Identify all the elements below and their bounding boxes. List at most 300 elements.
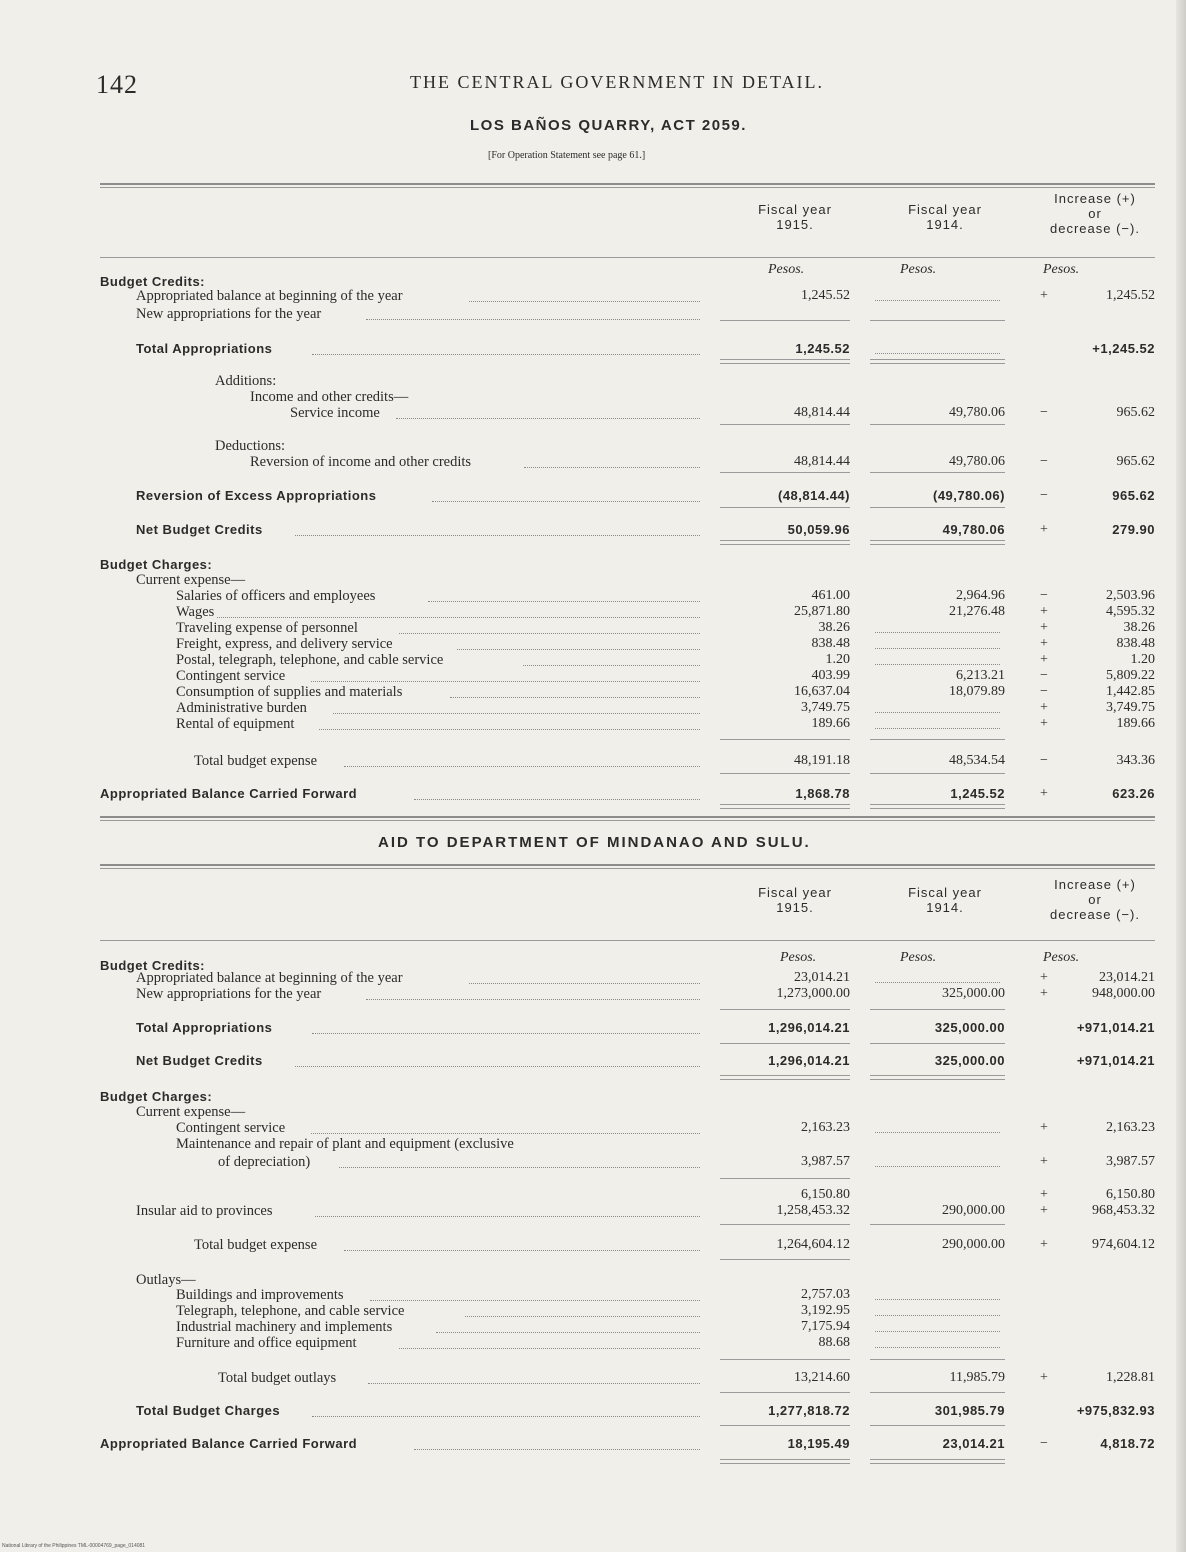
cell-c1: 38.26 bbox=[818, 620, 850, 635]
cell-c3: 4,818.72 bbox=[1100, 1436, 1155, 1451]
dot-leader bbox=[457, 649, 700, 650]
cell-c1: 18,195.49 bbox=[787, 1436, 850, 1451]
section2-header-fy1914 bbox=[885, 885, 1005, 915]
section1-header-fy1914 bbox=[885, 202, 1005, 232]
sum-rule bbox=[870, 739, 1005, 740]
section1-rule-top-inner bbox=[100, 187, 1155, 188]
cell-c1: 3,987.57 bbox=[801, 1154, 850, 1169]
row-label: Industrial machinery and implements bbox=[176, 1319, 393, 1335]
dot-leader bbox=[428, 601, 700, 602]
row-label: Reversion of Excess Appropriations bbox=[136, 488, 377, 503]
row-label: Furniture and office equipment bbox=[176, 1335, 357, 1351]
dot-leader bbox=[344, 766, 700, 767]
cell-c1: 1,273,000.00 bbox=[776, 986, 850, 1001]
section1-rule-bottom bbox=[100, 816, 1155, 818]
table-row bbox=[0, 986, 1186, 1002]
dot-leader bbox=[524, 467, 700, 468]
change-sign: + bbox=[1040, 986, 1048, 1001]
row-label: Insular aid to provinces bbox=[136, 1203, 273, 1219]
row-label: Contingent service bbox=[176, 1120, 286, 1136]
cell-c2: 49,780.06 bbox=[949, 405, 1005, 420]
row-label: Administrative burden bbox=[176, 700, 307, 716]
table-row bbox=[0, 389, 1186, 405]
change-sign: − bbox=[1040, 405, 1048, 420]
change-sign: + bbox=[1040, 700, 1048, 715]
table-row bbox=[0, 1303, 1186, 1319]
section2-unit-c1: Pesos. bbox=[780, 950, 817, 965]
row-label: Net Budget Credits bbox=[136, 522, 263, 537]
dot-leader bbox=[396, 418, 700, 419]
table-row bbox=[0, 1403, 1186, 1419]
table-row bbox=[0, 700, 1186, 716]
table-row bbox=[0, 1335, 1186, 1351]
sum-rule bbox=[720, 1459, 850, 1460]
cell-c3: +971,014.21 bbox=[1076, 1020, 1155, 1035]
empty-cell-leader bbox=[875, 728, 1000, 729]
dot-leader bbox=[319, 729, 700, 730]
row-label: Appropriated Balance Carried Forward bbox=[100, 786, 358, 801]
cell-c3: 838.48 bbox=[1116, 636, 1155, 651]
sum-rule bbox=[870, 808, 1005, 809]
section2-unit-c2: Pesos. bbox=[900, 950, 937, 965]
header-line: Fiscal year bbox=[908, 885, 982, 900]
cell-c1: 25,871.80 bbox=[794, 604, 850, 619]
cell-c1: 6,150.80 bbox=[801, 1187, 850, 1202]
row-label: Current expense— bbox=[136, 572, 246, 588]
row-label: Reversion of income and other credits bbox=[250, 454, 472, 470]
cell-c1: 16,637.04 bbox=[794, 684, 850, 699]
section2-rule-header bbox=[100, 940, 1155, 941]
cell-c2: 18,079.89 bbox=[949, 684, 1005, 699]
table-row bbox=[0, 786, 1186, 802]
table-row bbox=[0, 1203, 1186, 1219]
table-row bbox=[0, 1154, 1186, 1170]
table-row bbox=[0, 1237, 1186, 1253]
row-label: Contingent service bbox=[176, 668, 286, 684]
dot-leader bbox=[436, 1332, 701, 1333]
cell-c2: 49,780.06 bbox=[949, 454, 1005, 469]
header-line: 1914. bbox=[926, 217, 964, 232]
table-row bbox=[0, 1319, 1186, 1335]
cell-c2: 49,780.06 bbox=[942, 522, 1005, 537]
empty-cell-leader bbox=[875, 1331, 1000, 1332]
dot-leader bbox=[366, 999, 700, 1000]
cell-c3: 3,749.75 bbox=[1106, 700, 1155, 715]
dot-leader bbox=[311, 1133, 700, 1134]
table-row bbox=[0, 668, 1186, 684]
cell-c2: 325,000.00 bbox=[942, 986, 1005, 1001]
row-label: Buildings and improvements bbox=[176, 1287, 344, 1303]
change-sign: + bbox=[1040, 636, 1048, 651]
dot-leader bbox=[311, 681, 700, 682]
sum-rule bbox=[870, 1359, 1005, 1360]
sum-rule bbox=[870, 320, 1005, 321]
table-row bbox=[0, 716, 1186, 732]
sum-rule bbox=[870, 1463, 1005, 1464]
cell-c2: 290,000.00 bbox=[942, 1203, 1005, 1218]
table-row bbox=[0, 652, 1186, 668]
dot-leader bbox=[217, 617, 701, 618]
sum-rule bbox=[720, 472, 850, 473]
row-label: Current expense— bbox=[136, 1104, 246, 1120]
cell-c1: 1,868.78 bbox=[795, 786, 850, 801]
table-row bbox=[0, 1089, 1186, 1105]
row-label: Total budget expense bbox=[194, 1237, 318, 1253]
cell-c3: 968,453.32 bbox=[1092, 1203, 1155, 1218]
sum-rule bbox=[720, 359, 850, 360]
cell-c3: 965.62 bbox=[1116, 405, 1155, 420]
change-sign: + bbox=[1040, 288, 1048, 303]
row-label: Maintenance and repair of plant and equipment (exclusive bbox=[176, 1136, 514, 1152]
empty-cell-leader bbox=[875, 982, 1000, 983]
change-sign: − bbox=[1040, 668, 1048, 683]
empty-cell-leader bbox=[875, 1299, 1000, 1300]
section1-unit-c1: Pesos. bbox=[768, 262, 805, 277]
sum-rule bbox=[870, 507, 1005, 508]
dot-leader bbox=[450, 697, 700, 698]
table-row bbox=[0, 454, 1186, 470]
sum-rule bbox=[870, 544, 1005, 545]
sum-rule bbox=[870, 1079, 1005, 1080]
header-line: 1915. bbox=[776, 217, 814, 232]
dot-leader bbox=[465, 1316, 700, 1317]
sum-rule bbox=[870, 773, 1005, 774]
table-row bbox=[0, 438, 1186, 454]
sum-rule bbox=[720, 1075, 850, 1076]
cell-c1: 48,814.44 bbox=[794, 454, 850, 469]
cell-c2: 6,213.21 bbox=[956, 668, 1005, 683]
dot-leader bbox=[414, 1449, 700, 1450]
row-label: Total budget expense bbox=[194, 753, 318, 769]
cell-c1: 1,277,818.72 bbox=[768, 1403, 850, 1418]
table-row bbox=[0, 557, 1186, 573]
cell-c3: 279.90 bbox=[1112, 522, 1155, 537]
sum-rule bbox=[720, 1224, 850, 1225]
empty-cell-leader bbox=[875, 1132, 1000, 1133]
table-row bbox=[0, 970, 1186, 986]
sum-rule bbox=[720, 363, 850, 364]
sum-rule bbox=[870, 1224, 1005, 1225]
sum-rule bbox=[870, 424, 1005, 425]
section1-unit-c3: Pesos. bbox=[1043, 262, 1080, 277]
cell-c3: 23,014.21 bbox=[1099, 970, 1155, 985]
dot-leader bbox=[469, 301, 701, 302]
dot-leader bbox=[315, 1216, 700, 1217]
dot-leader bbox=[312, 354, 700, 355]
cell-c1: 1,296,014.21 bbox=[768, 1020, 850, 1035]
cell-c3: 38.26 bbox=[1123, 620, 1155, 635]
table-row bbox=[0, 1187, 1186, 1203]
empty-cell-leader bbox=[875, 1166, 1000, 1167]
change-sign: + bbox=[1040, 1120, 1048, 1135]
cell-c3: 1,442.85 bbox=[1106, 684, 1155, 699]
section1-header-change bbox=[1030, 191, 1160, 236]
sum-rule bbox=[870, 1459, 1005, 1460]
row-label: Rental of equipment bbox=[176, 716, 295, 732]
sum-rule bbox=[720, 773, 850, 774]
sum-rule bbox=[720, 804, 850, 805]
cell-c1: (48,814.44) bbox=[778, 488, 850, 503]
sum-rule bbox=[870, 1009, 1005, 1010]
sum-rule bbox=[720, 1009, 850, 1010]
row-label: Net Budget Credits bbox=[136, 1053, 263, 1068]
header-line: Increase (+) bbox=[1054, 191, 1136, 206]
row-label: Budget Charges: bbox=[100, 557, 213, 572]
change-sign: + bbox=[1040, 1370, 1048, 1385]
cell-c1: 189.66 bbox=[811, 716, 850, 731]
dot-leader bbox=[399, 1348, 700, 1349]
cell-c2: 48,534.54 bbox=[949, 753, 1005, 768]
cell-c3: 974,604.12 bbox=[1092, 1237, 1155, 1252]
dot-leader bbox=[295, 1066, 700, 1067]
row-label: Total Appropriations bbox=[136, 1020, 273, 1035]
row-label: Outlays— bbox=[136, 1272, 196, 1288]
sum-rule bbox=[720, 1178, 850, 1179]
cell-c1: 7,175.94 bbox=[801, 1319, 850, 1334]
row-label: Salaries of officers and employees bbox=[176, 588, 376, 604]
sum-rule bbox=[720, 507, 850, 508]
header-line: or bbox=[1088, 892, 1102, 907]
change-sign: + bbox=[1040, 522, 1048, 537]
cell-c2: 1,245.52 bbox=[950, 786, 1005, 801]
row-label: Budget Credits: bbox=[100, 274, 205, 289]
cell-c3: 343.36 bbox=[1116, 753, 1155, 768]
empty-cell-leader bbox=[875, 1347, 1000, 1348]
table-row bbox=[0, 1020, 1186, 1036]
section1-rule-top bbox=[100, 183, 1155, 185]
dot-leader bbox=[312, 1033, 700, 1034]
sum-rule bbox=[720, 1392, 850, 1393]
section2-title: AID TO DEPARTMENT OF MINDANAO AND SULU. bbox=[378, 834, 811, 851]
dot-leader bbox=[370, 1300, 700, 1301]
cell-c3: 3,987.57 bbox=[1106, 1154, 1155, 1169]
cell-c1: 48,814.44 bbox=[794, 405, 850, 420]
row-label: New appropriations for the year bbox=[136, 986, 322, 1002]
sum-rule bbox=[720, 808, 850, 809]
cell-c1: 3,749.75 bbox=[801, 700, 850, 715]
header-line: Fiscal year bbox=[908, 202, 982, 217]
cell-c2: (49,780.06) bbox=[933, 488, 1005, 503]
table-row bbox=[0, 1053, 1186, 1069]
header-line: 1915. bbox=[776, 900, 814, 915]
sum-rule bbox=[720, 1463, 850, 1464]
dot-leader bbox=[469, 983, 701, 984]
empty-cell-leader bbox=[875, 712, 1000, 713]
cell-c1: 1,296,014.21 bbox=[768, 1053, 850, 1068]
dot-leader bbox=[414, 799, 700, 800]
change-sign: − bbox=[1040, 753, 1048, 768]
row-label: Telegraph, telephone, and cable service bbox=[176, 1303, 405, 1319]
section1-header-fy1915 bbox=[735, 202, 855, 232]
section1-rule-bottom-inner bbox=[100, 820, 1155, 821]
table-row bbox=[0, 1104, 1186, 1120]
row-label: Consumption of supplies and materials bbox=[176, 684, 403, 700]
row-label: Budget Charges: bbox=[100, 1089, 213, 1104]
row-label: Income and other credits— bbox=[250, 389, 409, 405]
cell-c3: 1,228.81 bbox=[1106, 1370, 1155, 1385]
cell-c2: 2,964.96 bbox=[956, 588, 1005, 603]
row-label: Deductions: bbox=[215, 438, 286, 454]
dot-leader bbox=[432, 501, 700, 502]
page-number: 142 bbox=[96, 70, 138, 99]
change-sign: + bbox=[1040, 620, 1048, 635]
row-label: Wages bbox=[176, 604, 215, 620]
cell-c1: 1,264,604.12 bbox=[776, 1237, 850, 1252]
table-row bbox=[0, 405, 1186, 421]
change-sign: + bbox=[1040, 1187, 1048, 1202]
empty-cell-leader bbox=[875, 1315, 1000, 1316]
row-label: Budget Credits: bbox=[100, 958, 205, 973]
cell-c3: 965.62 bbox=[1116, 454, 1155, 469]
running-head: THE CENTRAL GOVERNMENT IN DETAIL. bbox=[410, 72, 825, 92]
change-sign: + bbox=[1040, 716, 1048, 731]
sum-rule bbox=[870, 1043, 1005, 1044]
cell-c1: 23,014.21 bbox=[794, 970, 850, 985]
change-sign: − bbox=[1040, 488, 1048, 503]
row-label: Appropriated balance at beginning of the year bbox=[136, 288, 403, 304]
row-label: New appropriations for the year bbox=[136, 306, 322, 322]
dot-leader bbox=[523, 665, 700, 666]
section1-rule-header bbox=[100, 257, 1155, 258]
cell-c1: 48,191.18 bbox=[794, 753, 850, 768]
cell-c2: 325,000.00 bbox=[934, 1053, 1005, 1068]
row-label: Total Budget Charges bbox=[136, 1403, 281, 1418]
sum-rule bbox=[720, 320, 850, 321]
change-sign: + bbox=[1040, 1203, 1048, 1218]
row-label: Appropriated Balance Carried Forward bbox=[100, 1436, 358, 1451]
change-sign: + bbox=[1040, 1237, 1048, 1252]
sum-rule bbox=[720, 424, 850, 425]
row-label: Traveling expense of personnel bbox=[176, 620, 358, 636]
sum-rule bbox=[870, 359, 1005, 360]
cell-c3: 2,163.23 bbox=[1106, 1120, 1155, 1135]
table-row bbox=[0, 1272, 1186, 1288]
table-row bbox=[0, 1370, 1186, 1386]
cell-c2: 23,014.21 bbox=[942, 1436, 1005, 1451]
dot-leader bbox=[339, 1167, 700, 1168]
sum-rule bbox=[870, 1075, 1005, 1076]
header-line: decrease (−). bbox=[1050, 907, 1140, 922]
cell-c3: 4,595.32 bbox=[1106, 604, 1155, 619]
header-line: or bbox=[1088, 206, 1102, 221]
header-line: Fiscal year bbox=[758, 202, 832, 217]
cell-c3: 6,150.80 bbox=[1106, 1187, 1155, 1202]
table-row bbox=[0, 1120, 1186, 1136]
cell-c3: 189.66 bbox=[1116, 716, 1155, 731]
change-sign: + bbox=[1040, 1154, 1048, 1169]
change-sign: − bbox=[1040, 1436, 1048, 1451]
sum-rule bbox=[870, 472, 1005, 473]
cell-c3: 2,503.96 bbox=[1106, 588, 1155, 603]
cell-c1: 50,059.96 bbox=[787, 522, 850, 537]
section2-header-change bbox=[1030, 877, 1160, 922]
sum-rule bbox=[720, 544, 850, 545]
cell-c3: 1.20 bbox=[1130, 652, 1155, 667]
header-line: decrease (−). bbox=[1050, 221, 1140, 236]
empty-cell-leader bbox=[875, 353, 1000, 354]
cell-c2: 325,000.00 bbox=[934, 1020, 1005, 1035]
row-label: Total budget outlays bbox=[218, 1370, 337, 1386]
dot-leader bbox=[333, 713, 700, 714]
cell-c1: 1,245.52 bbox=[801, 288, 850, 303]
cell-c1: 2,757.03 bbox=[801, 1287, 850, 1302]
sum-rule bbox=[720, 739, 850, 740]
sum-rule bbox=[720, 1079, 850, 1080]
sum-rule bbox=[720, 1259, 850, 1260]
change-sign: − bbox=[1040, 454, 1048, 469]
section1-note: [For Operation Statement see page 61.] bbox=[488, 150, 646, 161]
section2-rule-top bbox=[100, 864, 1155, 866]
cell-c1: 403.99 bbox=[811, 668, 850, 683]
header-line: Fiscal year bbox=[758, 885, 832, 900]
dot-leader bbox=[295, 535, 700, 536]
sum-rule bbox=[870, 540, 1005, 541]
cell-c1: 838.48 bbox=[811, 636, 850, 651]
cell-c2: 301,985.79 bbox=[934, 1403, 1005, 1418]
cell-c1: 2,163.23 bbox=[801, 1120, 850, 1135]
sum-rule bbox=[720, 1359, 850, 1360]
cell-c3: 948,000.00 bbox=[1092, 986, 1155, 1001]
sum-rule bbox=[870, 363, 1005, 364]
table-row bbox=[0, 604, 1186, 620]
dot-leader bbox=[366, 319, 700, 320]
dot-leader bbox=[399, 633, 700, 634]
cell-c2: 21,276.48 bbox=[949, 604, 1005, 619]
cell-c3: +975,832.93 bbox=[1076, 1403, 1155, 1418]
empty-cell-leader bbox=[875, 632, 1000, 633]
table-row bbox=[0, 572, 1186, 588]
cell-c1: 1.20 bbox=[825, 652, 850, 667]
table-row bbox=[0, 341, 1186, 357]
change-sign: + bbox=[1040, 652, 1048, 667]
row-label: Freight, express, and delivery service bbox=[176, 636, 393, 652]
table-row bbox=[0, 1287, 1186, 1303]
sum-rule bbox=[720, 540, 850, 541]
table-row bbox=[0, 620, 1186, 636]
section1-unit-c2: Pesos. bbox=[900, 262, 937, 277]
section2-rule-top-inner bbox=[100, 868, 1155, 869]
cell-c2: 11,985.79 bbox=[949, 1370, 1005, 1385]
change-sign: + bbox=[1040, 604, 1048, 619]
dot-leader bbox=[312, 1416, 700, 1417]
table-row bbox=[0, 288, 1186, 304]
dot-leader bbox=[344, 1250, 700, 1251]
row-label: Additions: bbox=[215, 373, 277, 389]
table-row bbox=[0, 488, 1186, 504]
empty-cell-leader bbox=[875, 300, 1000, 301]
table-row bbox=[0, 1136, 1186, 1152]
section1-title: LOS BAÑOS QUARRY, ACT 2059. bbox=[470, 117, 747, 134]
sum-rule bbox=[870, 1392, 1005, 1393]
cell-c1: 13,214.60 bbox=[794, 1370, 850, 1385]
change-sign: + bbox=[1040, 970, 1048, 985]
cell-c1: 1,258,453.32 bbox=[776, 1203, 850, 1218]
cell-c3: 1,245.52 bbox=[1106, 288, 1155, 303]
table-row bbox=[0, 306, 1186, 322]
change-sign: + bbox=[1040, 786, 1048, 801]
row-label: Total Appropriations bbox=[136, 341, 273, 356]
cell-c1: 88.68 bbox=[818, 1335, 850, 1350]
dot-leader bbox=[368, 1383, 700, 1384]
section2-unit-c3: Pesos. bbox=[1043, 950, 1080, 965]
empty-cell-leader bbox=[875, 664, 1000, 665]
row-label: of depreciation) bbox=[218, 1154, 311, 1170]
row-label: Appropriated balance at beginning of the year bbox=[136, 970, 403, 986]
sum-rule bbox=[870, 1425, 1005, 1426]
change-sign: − bbox=[1040, 684, 1048, 699]
cell-c1: 461.00 bbox=[811, 588, 850, 603]
header-line: Increase (+) bbox=[1054, 877, 1136, 892]
